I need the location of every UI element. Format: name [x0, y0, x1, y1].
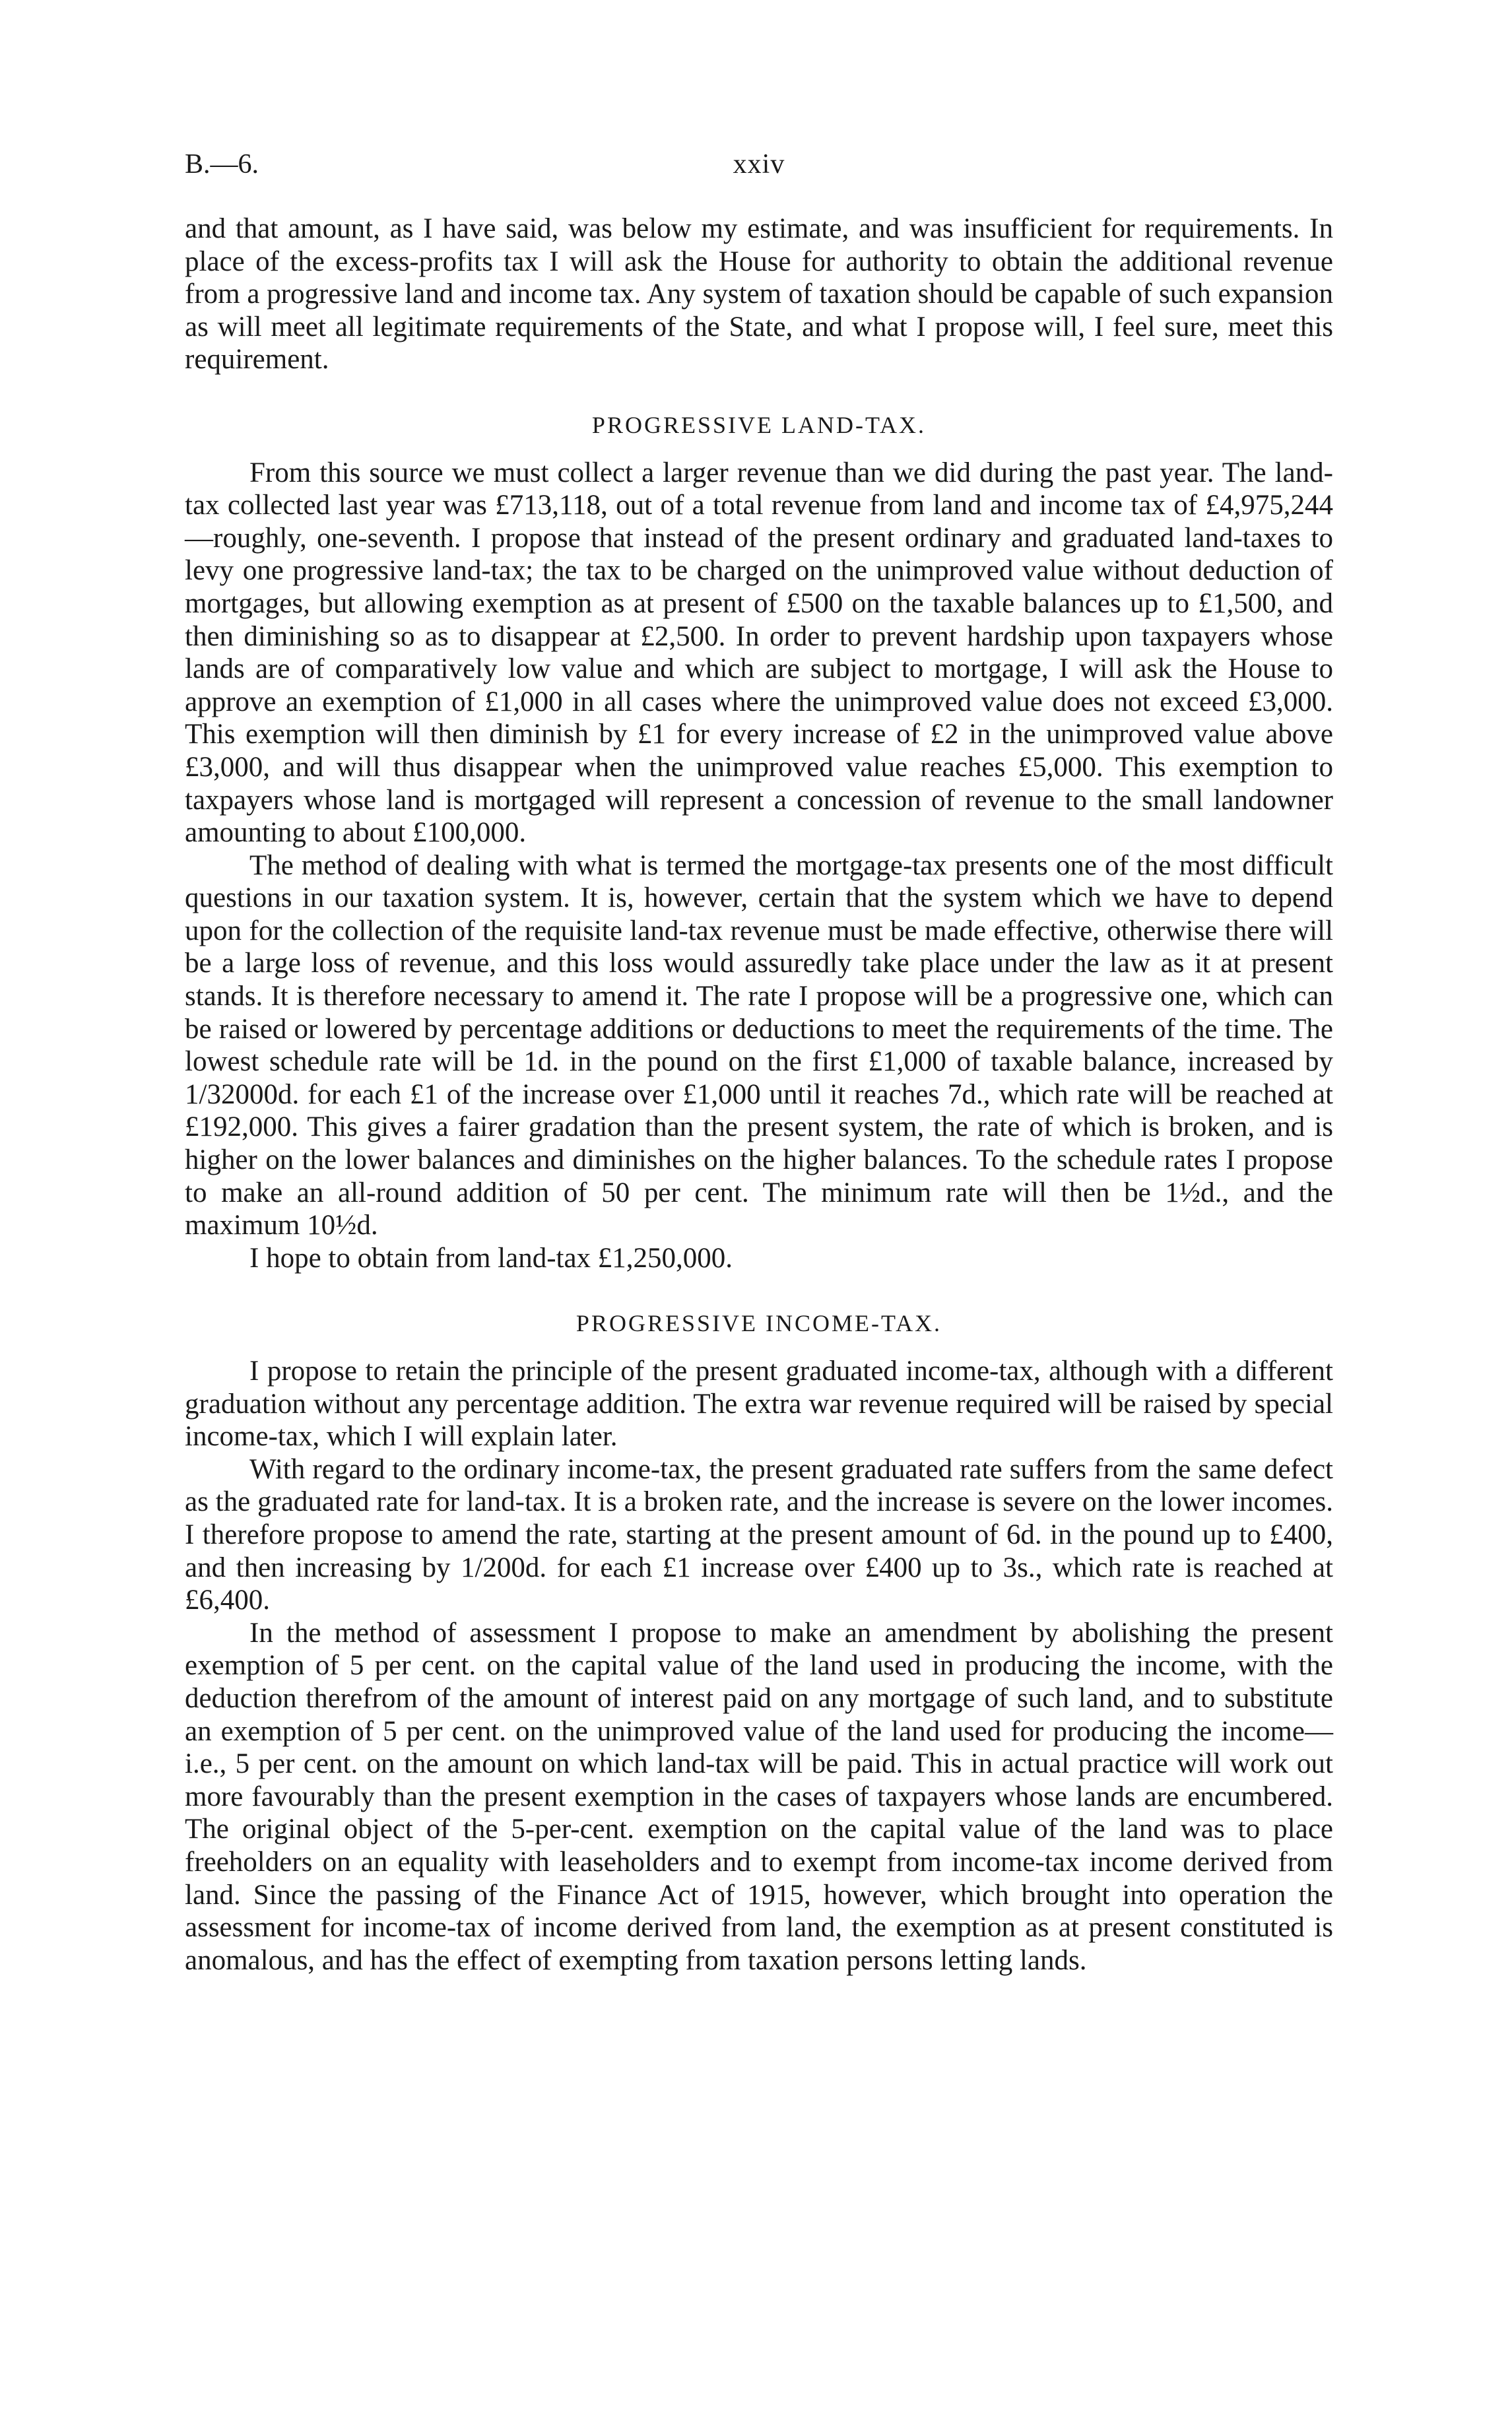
page-header: [185, 148, 1333, 181]
income-tax-paragraph-1: I propose to retain the principle of the present graduated income-tax, although with a different graduation without any percentage addition. The extra war revenue required will be raised by special income-tax, which I will explain later.: [185, 1356, 1333, 1453]
land-tax-paragraph-3: I hope to obtain from land-tax £1,250,000.: [249, 1242, 733, 1274]
income-tax-paragraph-2: With regard to the ordinary income-tax, the present graduated rate suffers from the same defect as the graduated rate for land-tax. It is a broken rate, and the increase is severe on the lower incomes. I therefore propose to amend the rate, starting at the present amount of 6d. in the pound up to £400, and then increasing by 1/200d. for each £1 increase over £400 up to 3s., which rate is reached at £6,400.: [185, 1453, 1333, 1616]
intro-paragraph: and that amount, as I have said, was below my estimate, and was insufficient for requirements. In place of the excess-profits tax I will ask the House for authority to obtain the additional revenue from a progressive land and income tax. Any system of taxation should be capable of such expansion as will meet all legitimate requirements of the State, and what I propose will, I feel sure, meet this requirement.: [185, 213, 1333, 376]
land-tax-paragraph-1: From this source we must collect a larger revenue than we did during the past year. The land-tax collected last year was £713,118, out of a total revenue from land and income tax of £4,975,244—roughly, one-seventh. I propose that instead of the present ordinary and graduated land-taxes to levy one progressive land-tax; the tax to be charged on the unimproved value without deduction of mortgages, but allowing exemption as at present of £500 on the taxable balances up to £1,500, and then diminishing so as to disappear at £2,500. In order to prevent hardship upon taxpayers whose lands are of comparatively low value and which are subject to mortgage, I will ask the House to approve an exemption of £1,000 in all cases where the unimproved value does not exceed £3,000. This exemption will then diminish by £1 for every increase of £2 in the unimproved value above £3,000, and will thus disappear when the unimproved value reaches £5,000. This exemption to taxpayers whose land is mortgaged will represent a concession of revenue to the small landowner amounting to about £100,000.: [185, 457, 1333, 849]
document-reference: B.—6.: [185, 149, 259, 180]
section-heading-income-tax: PROGRESSIVE INCOME-TAX.: [575, 1310, 942, 1337]
page-number: xxiv: [733, 149, 785, 180]
income-tax-paragraph-3: In the method of assessment I propose to make an amendment by abolishing the present exemption of 5 per cent. on the capital value of the land used in producing the income, with the deduction therefrom of the amount of interest paid on any mortgage of such land, and to substitute an exemption of 5 per cent. on the unimproved value of the land used for producing the income—i.e., 5 per cent. on the amount on which land-tax will be paid. This in actual practice will work out more favourably than the present exemption in the cases of taxpayers whose lands are encumbered. The original object of the 5-per-cent. exemption on the capital value of the land was to place freeholders on an equality with leaseholders and to exempt from income-tax income derived from land. Since the passing of the Finance Act of 1915, however, which brought into operation the assessment for income-tax of income derived from land, the exemption as at present constituted is anomalous, and has the effect of exempting from taxation persons letting lands.: [185, 1617, 1333, 1976]
page-body: [185, 213, 1333, 1977]
section-heading-land-tax: PROGRESSIVE LAND-TAX.: [591, 411, 927, 438]
land-tax-paragraph-2: The method of dealing with what is termed the mortgage-tax presents one of the most difficult questions in our taxation system. It is, however, certain that the system which we have to depend upon for the collection of the requisite land-tax revenue must be made effective, otherwise there will be a large loss of revenue, and this loss would assuredly take place under the law as it at present stands. It is therefore necessary to amend it. The rate I propose will be a progressive one, which can be raised or lowered by percentage additions or deductions to meet the requirements of the time. The lowest schedule rate will be 1d. in the pound on the first £1,000 of taxable balance, increased by 1/32000d. for each £1 of the increase over £1,000 until it reaches 7d., which rate will be reached at £192,000. This gives a fairer gradation than the present system, the rate of which is broken, and is higher on the lower balances and diminishes on the higher balances. To the schedule rates I propose to make an all-round addition of 50 per cent. The minimum rate will then be 1½d., and the maximum 10½d.: [185, 849, 1333, 1241]
